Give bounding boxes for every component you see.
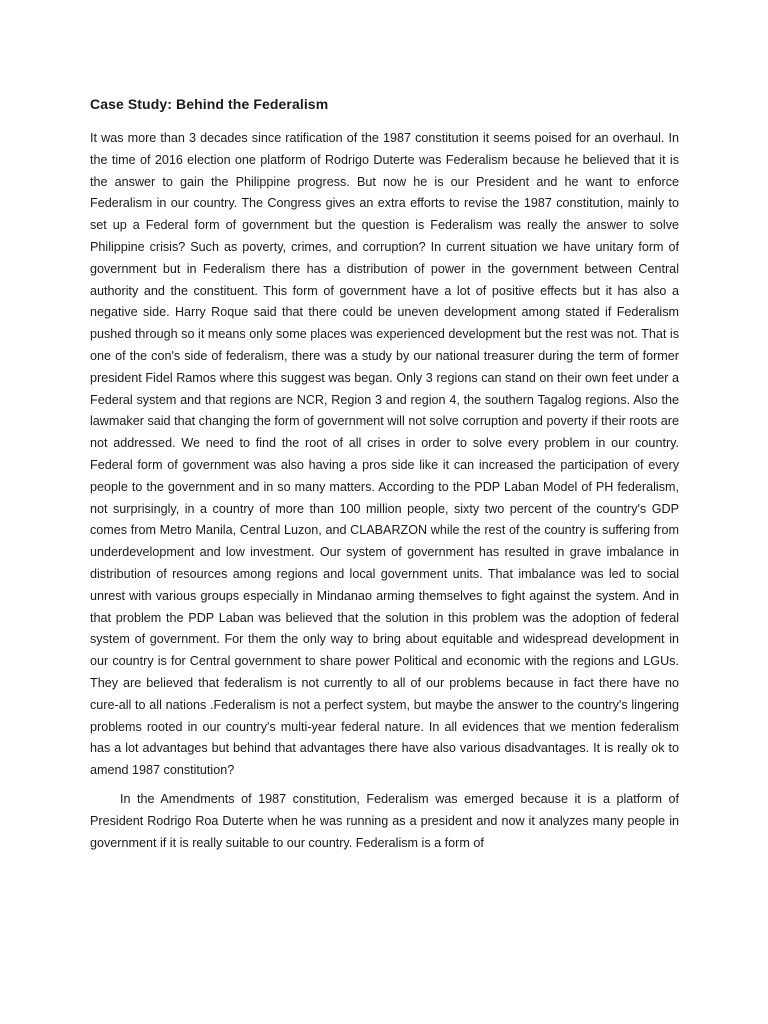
document-page bbox=[90, 94, 679, 854]
body-paragraph-2: In the Amendments of 1987 constitution, Federalism was emerged because it is a platform of President Rodrigo Roa Duterte when he was running as a president and now it analyzes many people in government if it is really suitable to our country. Federalism is a form of bbox=[90, 791, 679, 850]
document-title: Case Study: Behind the Federalism bbox=[90, 96, 329, 112]
body-paragraph-1: It was more than 3 decades since ratification of the 1987 constitution it seems poised for an overhaul. In the time of 2016 election one platform of Rodrigo Duterte was Federalism because he believed that it is the answer to gain the Philippine progress. But now he is our President and he want to enforce Federalism in our country. The Congress gives an extra efforts to revise the 1987 constitution, mainly to set up a Federal form of government but the question is Federalism was really the answer to solve Philippine crisis? Such as poverty, crimes, and corruption? In current situation we have unitary form of government but in Federalism there has a distribution of power in the government between Central authority and the constituent. This form of government have a lot of positive effects but it has also a negative side. Harry Roque said that there could be uneven development among stated if Federalism pushed through so it means only some places was experienced development but the rest was not. That is one of the con's side of federalism, there was a study by our national treasurer during the term of former president Fidel Ramos where this suggest was began. Only 3 regions can stand on their own feet under a Federal system and that regions are NCR, Region 3 and region 4, the southern Tagalog regions. Also the lawmaker said that changing the form of government will not solve corruption and poverty if their roots are not addressed. We need to find the root of all crises in order to solve every problem in our country. Federal form of government was also having a pros side like it can increased the participation of every people to the government and in so many matters. According to the PDP Laban Model of PH federalism, not surprisingly, in a country of more than 100 million people, sixty two percent of the country's GDP comes from Metro Manila, Central Luzon, and CLABARZON while the rest of the country is suffering from underdevelopment and low investment. Our system of government has resulted in grave imbalance in distribution of resources among regions and local government units. That imbalance was led to social unrest with various groups especially in Mindanao arming themselves to fight against the system. And in that problem the PDP Laban was believed that the solution in this problem was the adoption of federal system of government. For them the only way to bring about equitable and widespread development in our country is for Central government to share power Political and economic with the regions and LGUs. They are believed that federalism is not currently to all of our problems because in fact there have no cure-all to all nations .Federalism is not a perfect system, but maybe the answer to the country's lingering problems rooted in our country's multi-year federal nature. In all evidences that we mention federalism has a lot advantages but behind that advantages there have also various disadvantages. It is really ok to amend 1987 constitution? bbox=[90, 131, 679, 778]
